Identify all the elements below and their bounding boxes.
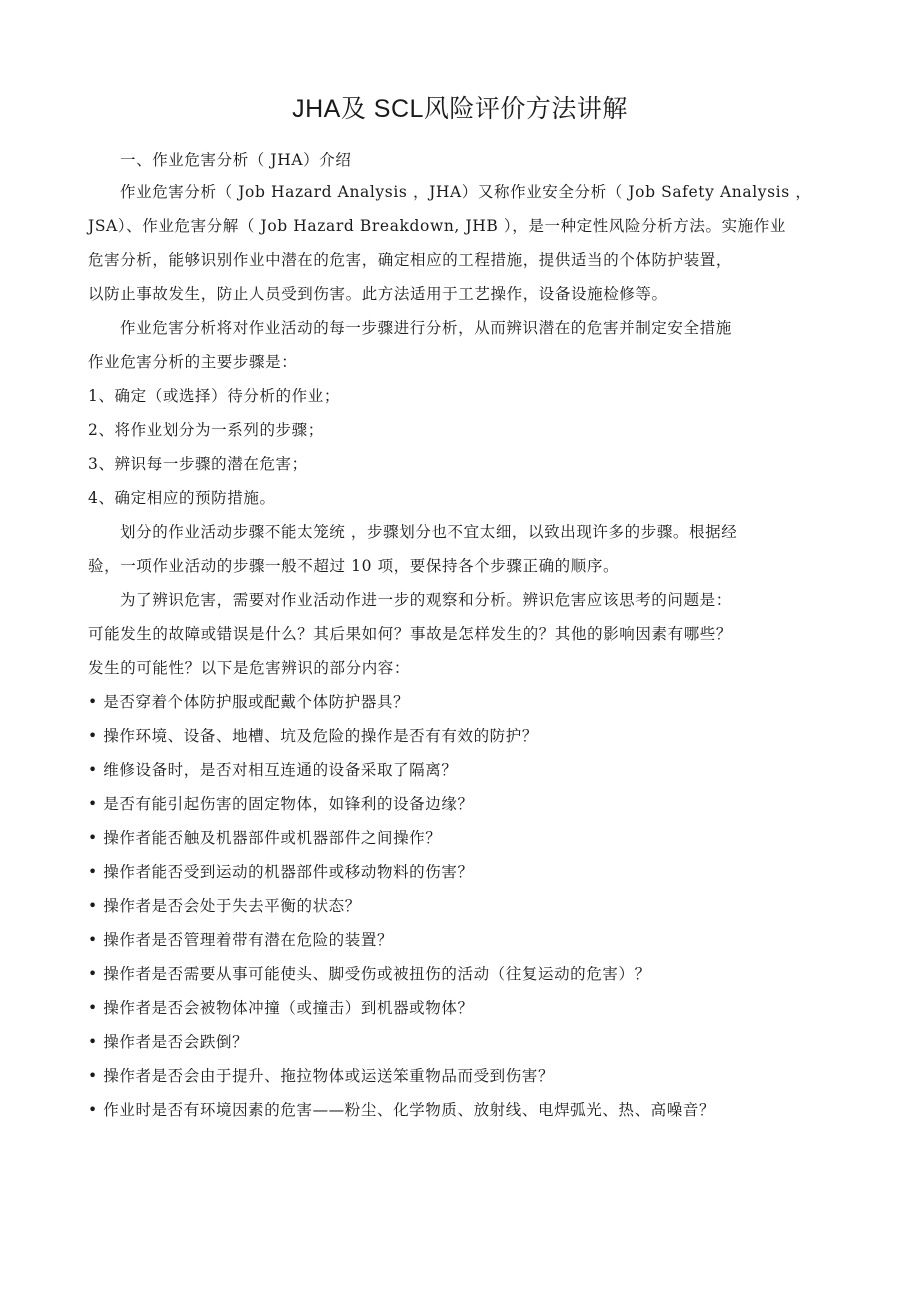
hazard-question-item: • 是否有能引起伤害的固定物体，如锋利的设备边缘？ [88,795,474,813]
document-title: JHA及 SCL风险评价方法讲解 [292,95,628,123]
hazard-question-item: • 操作者是否会被物体冲撞（或撞击）到机器或物体？ [88,999,474,1017]
paragraph-line: 作业危害分析的主要步骤是： [88,353,298,371]
paragraph-line: 发生的可能性？以下是危害辨识的部分内容： [88,659,411,677]
paragraph-line: 可能发生的故障或错误是什么？其后果如何？事故是怎样发生的？其他的影响因素有哪些？ [88,625,733,643]
paragraph-line: 划分的作业活动步骤不能太笼统 ，步骤划分也不宜太细，以致出现许多的步骤。根据经 [120,523,738,541]
paragraph-line: 以防止事故发生，防止人员受到伤害。此方法适用于工艺操作，设备设施检修等。 [88,285,668,303]
hazard-question-item: • 作业时是否有环境因素的危害——粉尘、化学物质、放射线、电焊弧光、热、高噪音？ [88,1101,716,1119]
step-item: 3、辨识每一步骤的潜在危害； [88,455,308,473]
step-item: 1、确定（或选择）待分析的作业； [88,387,340,405]
hazard-question-item: • 操作者是否会处于失去平衡的状态？ [88,897,361,915]
paragraph-line: 验，一项作业活动的步骤一般不超过 10 项，要保持各个步骤正确的顺序。 [88,557,620,575]
section-heading: 一、作业危害分析（ JHA）介绍 [120,151,352,169]
hazard-question-item: • 操作者能否受到运动的机器部件或移动物料的伤害？ [88,863,474,881]
hazard-question-item: • 操作者是否会由于提升、拖拉物体或运送笨重物品而受到伤害？ [88,1067,555,1085]
hazard-question-item: • 操作者是否管理着带有潜在危险的装置？ [88,931,394,949]
paragraph-line: JSA）、作业危害分解（ Job Hazard Breakdown, JHB ），是一种定性风险分析方法。实施作业 [88,217,786,235]
hazard-question-item: • 操作者是否需要从事可能使头、脚受伤或被扭伤的活动（往复运动的危害）？ [88,965,651,983]
paragraph-line: 危害分析，能够识别作业中潜在的危害，确定相应的工程措施，提供适当的个体防护装置， [88,251,733,269]
hazard-question-item: • 是否穿着个体防护服或配戴个体防护器具？ [88,693,410,711]
paragraph-line: 作业危害分析（ Job Hazard Analysis ，JHA）又称作业安全分析（ Job Safety Analysis ， [120,183,812,201]
hazard-question-item: • 维修设备时，是否对相互连通的设备采取了隔离？ [88,761,458,779]
paragraph-line: 作业危害分析将对作业活动的每一步骤进行分析，从而辨识潜在的危害并制定安全措施 [120,319,732,337]
hazard-question-item: • 操作者能否触及机器部件或机器部件之间操作？ [88,829,442,847]
step-item: 4、确定相应的预防措施。 [88,489,276,507]
hazard-question-item: • 操作环境、设备、地槽、坑及危险的操作是否有有效的防护？ [88,727,538,745]
hazard-question-item: • 操作者是否会跌倒？ [88,1033,249,1051]
step-item: 2、将作业划分为一系列的步骤； [88,421,324,439]
paragraph-line: 为了辨识危害，需要对作业活动作进一步的观察和分析。辨识危害应该思考的问题是： [120,591,732,609]
